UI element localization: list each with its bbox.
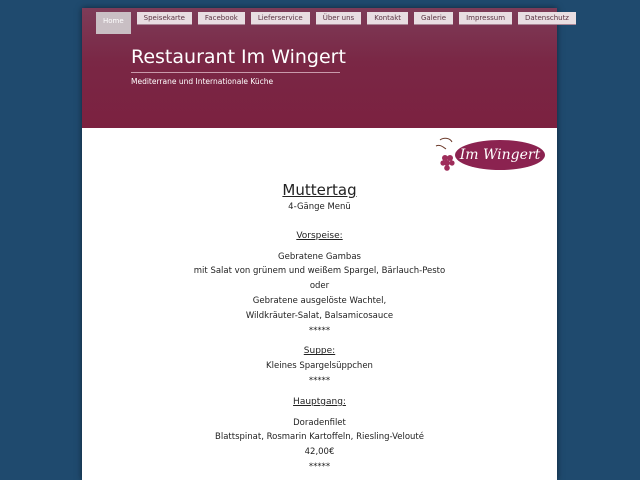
- menu-line: mit Salat von grünem und weißem Spargel, Bärlauch-Pesto: [193, 266, 446, 277]
- nav-item-galerie[interactable]: Galerie: [414, 12, 453, 25]
- menu-line: Blattspinat, Rosmarin Kartoffeln, Riesling-Velouté: [215, 432, 424, 443]
- menu-line: Doradenfilet: [293, 417, 346, 428]
- nav-item-speisekarte[interactable]: Speisekarte: [137, 12, 192, 25]
- section-heading-hauptgang: Hauptgang:: [293, 396, 346, 407]
- nav-item-impressum[interactable]: Impressum: [459, 12, 512, 25]
- page-container: [82, 8, 569, 480]
- menu-title: Muttertag: [282, 181, 357, 199]
- restaurant-logo[interactable]: [434, 136, 546, 176]
- menu-divider: *****: [308, 461, 331, 472]
- menu-subtitle: 4-Gänge Menü: [288, 202, 351, 212]
- site-subtitle: Mediterrane und Internationale Küche: [131, 77, 274, 86]
- menu-line: Wildkräuter-Salat, Balsamicosauce: [245, 310, 394, 321]
- menu-line: Gebratene Gambas: [278, 251, 361, 262]
- nav-item-home[interactable]: Home: [96, 12, 131, 34]
- main-nav: [96, 12, 576, 28]
- menu-divider: *****: [308, 375, 331, 386]
- nav-item-lieferservice[interactable]: Lieferservice: [251, 12, 310, 25]
- menu-divider: *****: [308, 325, 331, 336]
- nav-item-kontakt[interactable]: Kontakt: [367, 12, 408, 25]
- nav-item-ueber-uns[interactable]: Über uns: [316, 12, 362, 25]
- menu-line: Kleines Spargelsüppchen: [266, 361, 373, 372]
- menu-line: Gebratene ausgelöste Wachtel,: [252, 295, 387, 306]
- site-header: [82, 8, 569, 128]
- menu-content: [82, 180, 557, 475]
- menu-line: oder: [309, 281, 330, 292]
- site-title[interactable]: Restaurant Im Wingert: [131, 46, 340, 73]
- nav-item-datenschutz[interactable]: Datenschutz: [518, 12, 576, 25]
- logo-text: Im Wingert: [459, 147, 541, 163]
- section-heading-suppe: Suppe:: [303, 346, 336, 357]
- menu-price: 42,00€: [304, 447, 335, 458]
- section-heading-vorspeise: Vorspeise:: [296, 230, 343, 241]
- nav-item-facebook[interactable]: Facebook: [198, 12, 245, 25]
